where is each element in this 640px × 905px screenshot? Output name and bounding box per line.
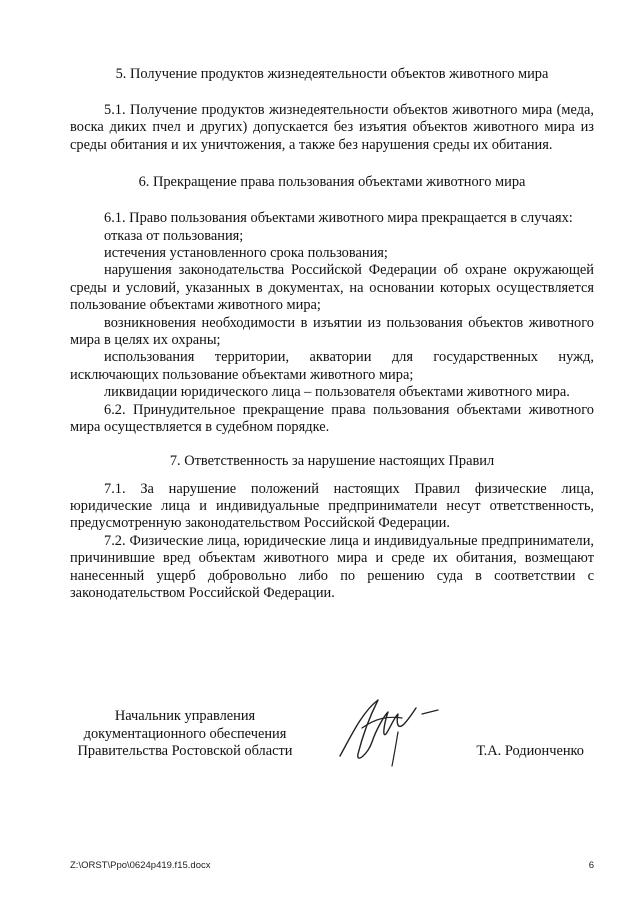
paragraph-6-2: 6.2. Принудительное прекращение права пользования объектами животного мира осуществляется в судебном порядке. — [70, 401, 594, 436]
page-footer — [70, 860, 594, 871]
signatory-position: Начальник управления документационного обеспечения Правительства Ростовской области — [77, 708, 293, 760]
section-5-heading: 5. Получение продуктов жизнедеятельности объектов животного мира — [115, 66, 549, 82]
signature-block — [70, 708, 610, 788]
file-path: Z:\ORST\Ppo\0624p419.f15.docx — [70, 860, 211, 871]
paragraph-5-1: 5.1. Получение продуктов жизнедеятельности объектов животного мира (меда, воска диких пчел и других) допускается без изъятия объектов животного мира из среды обитания и их уничтожения, а также без нарушения среды их обитания. — [70, 102, 594, 153]
page-number: 6 — [588, 860, 594, 871]
signatory-name: Т.А. Родионченко — [476, 743, 584, 759]
list-item: использования территории, акватории для государственных нужд, исключающих пользование объектами животного мира; — [70, 349, 594, 383]
document-body — [70, 64, 594, 602]
list-item: возникновения необходимости в изъятии из пользования объектов животного мира в целях их охраны; — [70, 314, 594, 349]
section-7-heading: 7. Ответственность за нарушение настоящих Правил — [169, 452, 495, 469]
list-item: истечения установленного срока пользования; — [104, 245, 388, 262]
paragraph-7-2: 7.2. Физические лица, юридические лица и индивидуальные предприниматели, причинившие вред объектам животного мира и среде их обитания, возмещают нанесенный ущерб добровольно либо по решению суда в соответствии с законодательством Российской Федерации. — [70, 532, 594, 601]
paragraph-6-1: 6.1. Право пользования объектами животного мира прекращается в случаях: — [104, 210, 573, 227]
list-item: ликвидации юридического лица – пользователя объектами животного мира. — [104, 384, 570, 401]
paragraph-7-1: 7.1. За нарушение положений настоящих Правил физические лица, юридические лица и индивидуальные предприниматели несут ответственность, предусмотренную законодательством Российской Федерации. — [70, 480, 594, 532]
list-item: отказа от пользования; — [104, 227, 244, 244]
section-6-heading: 6. Прекращение права пользования объектами животного мира — [138, 174, 526, 191]
handwritten-signature-icon — [332, 694, 442, 772]
list-item: нарушения законодательства Российской Федерации об охране окружающей среды и условий, указанных в документах, на основании которых осуществляется пользование объектами животного мира; — [70, 262, 594, 314]
